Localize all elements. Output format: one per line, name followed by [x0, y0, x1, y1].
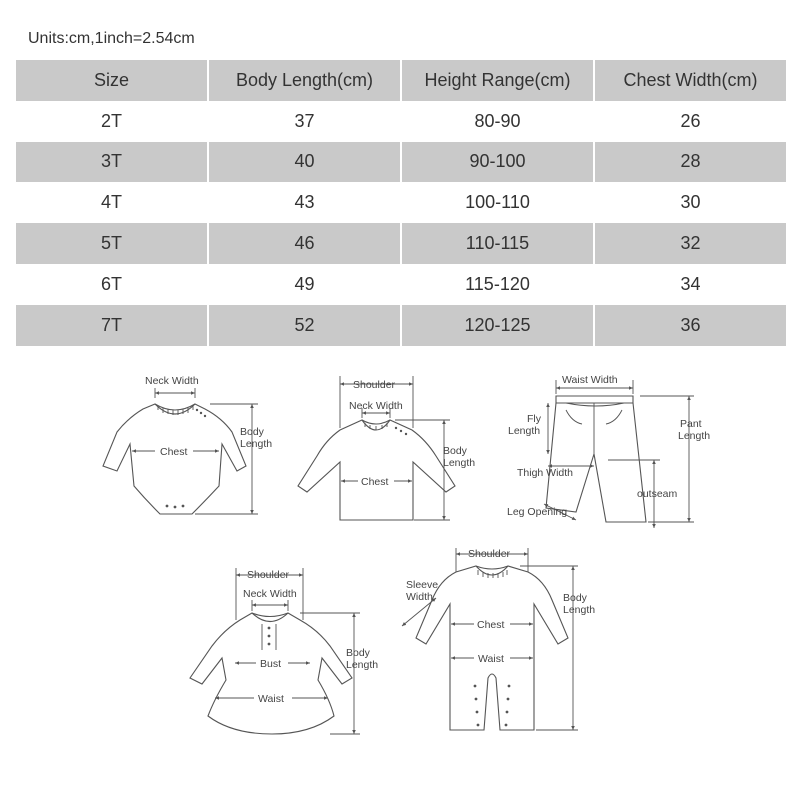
cell-size: 6T	[16, 264, 207, 305]
label-pant-length: Pant Length	[678, 418, 711, 442]
cell-chest-width: 34	[595, 264, 786, 305]
label-neck-width: Neck Width	[243, 588, 297, 600]
cell-body-length: 46	[209, 223, 400, 264]
cell-height-range: 100-110	[402, 182, 593, 223]
header-size: Size	[16, 60, 207, 101]
label-body-length: Body Length	[443, 445, 476, 469]
table-header-row	[16, 60, 786, 101]
size-chart-table	[14, 60, 788, 346]
label-neck-width: Neck Width	[145, 375, 199, 387]
cell-height-range: 80-90	[402, 101, 593, 142]
label-waist: Waist	[478, 653, 504, 665]
units-note: Units:cm,1inch=2.54cm	[28, 30, 195, 47]
table-row	[16, 305, 786, 346]
cell-chest-width: 26	[595, 101, 786, 142]
pants-outline	[546, 403, 646, 522]
label-shoulder: Shoulder	[468, 548, 511, 560]
dress-diagram	[190, 568, 378, 734]
table-row	[16, 264, 786, 305]
label-chest: Chest	[361, 476, 389, 488]
cell-size: 5T	[16, 223, 207, 264]
label-body-length: Body Length	[240, 426, 273, 450]
cell-size: 3T	[16, 142, 207, 183]
label-chest: Chest	[160, 446, 188, 458]
cell-height-range: 90-100	[402, 142, 593, 183]
label-sleeve-width: Sleeve Width	[406, 579, 439, 603]
header-height-range: Height Range(cm)	[402, 60, 593, 101]
cell-size: 2T	[16, 101, 207, 142]
cell-size: 7T	[16, 305, 207, 346]
pants-diagram	[507, 374, 710, 528]
cell-chest-width: 32	[595, 223, 786, 264]
measurement-diagrams	[0, 360, 800, 800]
cell-body-length: 37	[209, 101, 400, 142]
romper-snaps	[474, 685, 511, 727]
label-shoulder: Shoulder	[247, 569, 290, 581]
header-body-length: Body Length(cm)	[209, 60, 400, 101]
pants-waistband	[556, 396, 633, 403]
cell-body-length: 43	[209, 182, 400, 223]
label-body-length: Body Length	[346, 647, 379, 671]
label-waist: Waist	[258, 693, 284, 705]
cell-height-range: 115-120	[402, 264, 593, 305]
table-row	[16, 142, 786, 183]
table-row	[16, 101, 786, 142]
romper-diagram	[402, 548, 595, 730]
cell-chest-width: 36	[595, 305, 786, 346]
cell-chest-width: 28	[595, 142, 786, 183]
label-neck-width: Neck Width	[349, 400, 403, 412]
label-body-length: Body Length	[563, 592, 596, 616]
label-thigh-width: Thigh Width	[517, 467, 574, 479]
dress-outline	[190, 613, 352, 734]
label-shoulder: Shoulder	[353, 379, 396, 391]
cell-size: 4T	[16, 182, 207, 223]
label-leg-opening: Leg Opening	[507, 506, 568, 518]
cell-body-length: 49	[209, 264, 400, 305]
label-outseam: outseam	[637, 488, 678, 500]
label-chest: Chest	[477, 619, 505, 631]
cell-chest-width: 30	[595, 182, 786, 223]
label-fly-length: Fly Length	[508, 413, 541, 437]
cell-body-length: 52	[209, 305, 400, 346]
cell-height-range: 110-115	[402, 223, 593, 264]
header-chest-width: Chest Width(cm)	[595, 60, 786, 101]
table-row	[16, 182, 786, 223]
bodysuit-diagram	[103, 375, 272, 514]
cell-body-length: 40	[209, 142, 400, 183]
shirt-outline	[298, 420, 455, 520]
label-waist-width: Waist Width	[562, 374, 618, 386]
bodysuit-outline	[103, 404, 246, 514]
bodysuit-collar	[155, 404, 195, 414]
label-bust: Bust	[260, 658, 282, 670]
table-row	[16, 223, 786, 264]
cell-height-range: 120-125	[402, 305, 593, 346]
shirt-diagram	[298, 376, 475, 520]
